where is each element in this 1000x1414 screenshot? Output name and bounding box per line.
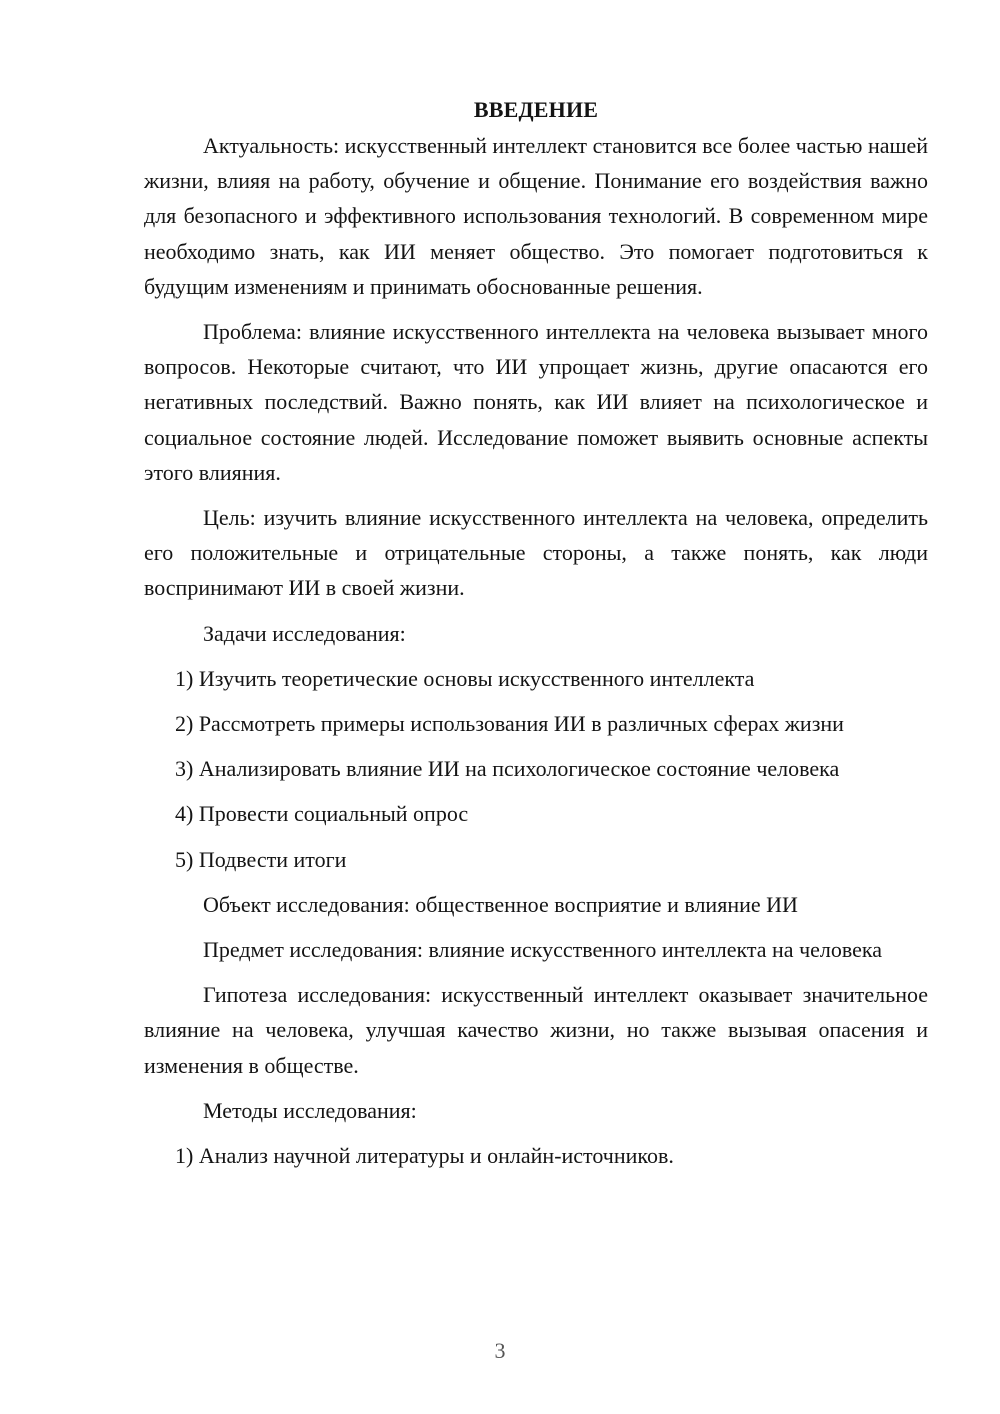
task-item: 5) Подвести итоги — [175, 846, 347, 872]
hypothesis-paragraph: Гипотеза исследования: искусственный интеллект оказывает значительное влияние на человека, улучшая качество жизни, но также вызывая опасения и изменения в обществе. — [144, 982, 928, 1078]
page-number: 3 — [494, 1338, 506, 1363]
task-item: 1) Изучить теоретические основы искусственного интеллекта — [175, 665, 755, 691]
tasks-title: Задачи исследования: — [203, 620, 406, 646]
goal-paragraph: Цель: изучить влияние искусственного интеллекта на человека, определить его положительные и отрицательные стороны, а также понять, как люди воспринимают ИИ в своей жизни. — [144, 505, 928, 601]
task-item: 3) Анализировать влияние ИИ на психологическое состояние человека — [175, 756, 840, 782]
task-item: 4) Провести социальный опрос — [175, 801, 469, 827]
relevance-paragraph: Актуальность: искусственный интеллект становится все более частью нашей жизни, влияя на работу, обучение и общение. Понимание его воздействия важно для безопасного и эффективного использования технологий. В современном мире необходимо знать, как ИИ меняет общество. Это помогает подготовиться к будущим изменениям и принимать обоснованные решения. — [144, 133, 928, 299]
subject-paragraph: Предмет исследования: влияние искусственного интеллекта на человека — [203, 937, 883, 963]
page-content — [144, 94, 928, 1173]
problem-paragraph: Проблема: влияние искусственного интеллекта на человека вызывает много вопросов. Некоторые считают, что ИИ упрощает жизнь, другие опасаются его негативных последствий. Важно понять, как ИИ влияет на психологическое и социальное состояние людей. Исследование поможет выявить основные аспекты этого влияния. — [144, 319, 928, 485]
methods-title: Методы исследования: — [203, 1097, 417, 1123]
method-item: 1) Анализ научной литературы и онлайн-источников. — [175, 1143, 674, 1169]
object-paragraph: Объект исследования: общественное восприятие и влияние ИИ — [203, 891, 798, 917]
section-heading: ВВЕДЕНИЕ — [473, 97, 599, 122]
task-item: 2) Рассмотреть примеры использования ИИ в различных сферах жизни — [175, 711, 844, 737]
